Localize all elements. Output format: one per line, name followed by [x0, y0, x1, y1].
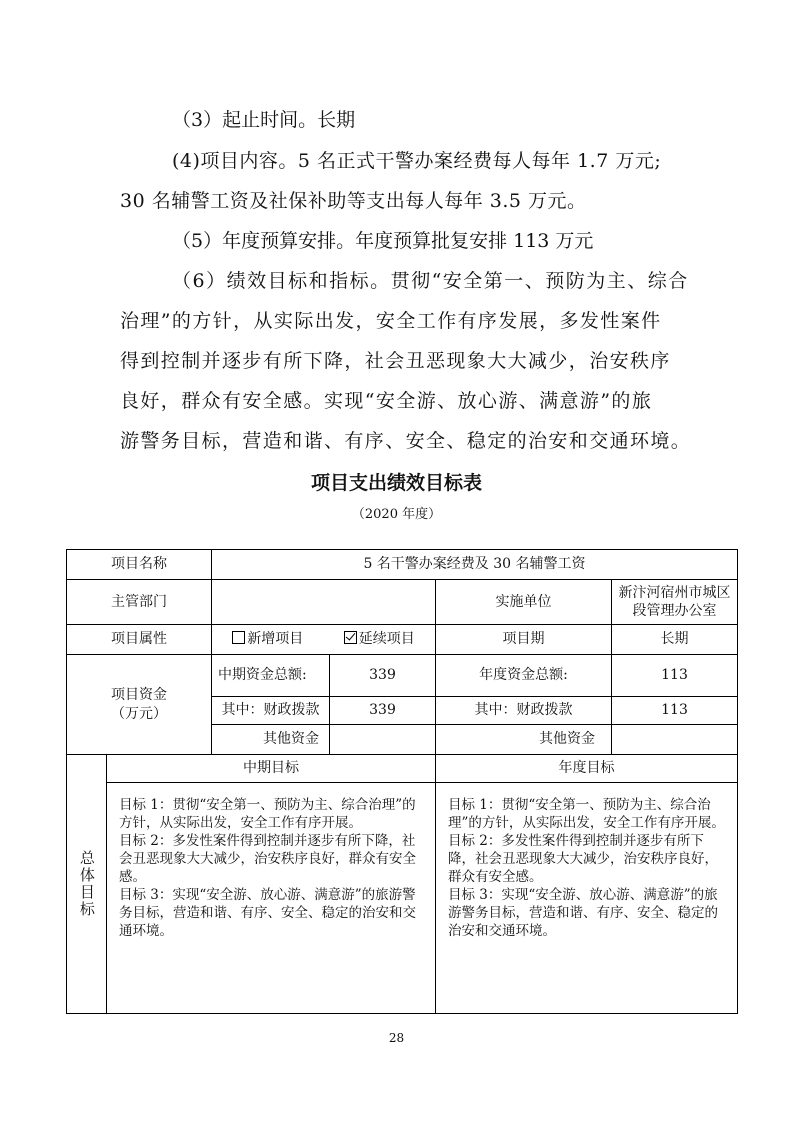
- other-year-label: 其他资金: [436, 725, 612, 755]
- paragraph-period: （3）起止时间。长期: [172, 109, 356, 131]
- attr-new-option[interactable]: 新增项目: [232, 630, 303, 648]
- mid-goal-header: 中期目标: [107, 755, 436, 783]
- other-year-value: [612, 725, 737, 755]
- fund-label: 项目资金: [111, 687, 167, 704]
- paragraph-goals-5: 游警务目标，营造和谐、有序、安全、稳定的治安和交通环境。: [120, 430, 692, 452]
- year-goal-text: 目标 1：贯彻“安全第一、预防为主、综合治理”的方针，从实际出发，安全工作有序开展。 目标 2：多发性案件得到控制并逐步有所下降，社会丑恶现象大大减少，治安秩序良好，群众有安全感。 目标 3：实现“安全游、放心游、满意游”的旅游警务目标，营造和谐、有序、安全、稳定的治安和交通环境。: [448, 797, 725, 939]
- paragraph-content-1: (4)项目内容。5 名正式干警办案经费每人每年 1.7 万元;: [172, 150, 662, 172]
- table-year: （2020 年度）: [351, 507, 442, 522]
- paragraph-content-2: 30 名辅警工资及社保补助等支出每人每年 3.5 万元。: [120, 190, 587, 212]
- fiscal-mid-value: 339: [330, 697, 436, 725]
- paragraph-goals-1: （6）绩效目标和指标。贯彻“安全第一、预防为主、综合: [172, 270, 689, 292]
- overall-goal-text: 总体目标: [77, 850, 96, 918]
- attr-cont-option[interactable]: 延续项目: [344, 630, 415, 648]
- mid-total-value: 339: [330, 655, 436, 697]
- dept-label: 主管部门: [67, 580, 212, 625]
- impl-label: 实施单位: [436, 580, 612, 625]
- dept-value: [212, 580, 436, 625]
- table-title: 项目支出绩效目标表: [310, 472, 482, 494]
- year-total-value: 113: [612, 655, 737, 697]
- attr-label: 项目属性: [67, 625, 212, 655]
- paragraph-goals-2: 治理”的方针，从实际出发，安全工作有序发展，多发性案件: [120, 310, 662, 332]
- mid-total-label: 中期资金总额:: [212, 655, 330, 697]
- fiscal-year-label: 其中：财政拨款: [436, 697, 612, 725]
- other-mid-value: [330, 725, 436, 755]
- period-label: 项目期: [436, 625, 612, 655]
- checkbox-continued[interactable]: [344, 631, 357, 644]
- overall-goal-label: [67, 755, 107, 1013]
- paragraph-goals-3: 得到控制并逐步有所下降，社会丑恶现象大大减少，治安秩序: [120, 350, 671, 372]
- other-mid-label: 其他资金: [212, 725, 330, 755]
- checkbox-new[interactable]: [232, 631, 245, 644]
- performance-target-table: [66, 549, 738, 1014]
- project-name-label: 项目名称: [67, 550, 212, 580]
- paragraph-budget: （5）年度预算安排。年度预算批复安排 113 万元: [172, 230, 594, 252]
- impl-value: 新汴河宿州市城区段管理办公室: [612, 580, 737, 625]
- year-goal-header: 年度目标: [436, 755, 737, 783]
- fund-unit: （万元）: [111, 705, 167, 722]
- project-name-value: 5 名干警办案经费及 30 名辅警工资: [212, 550, 737, 580]
- fiscal-mid-label: 其中：财政拨款: [212, 697, 330, 725]
- mid-goal-text: 目标 1：贯彻“安全第一、预防为主、综合治理”的方针，从实际出发，安全工作有序开展。 目标 2：多发性案件得到控制并逐步有所下降，社会丑恶现象大大减少，治安秩序良好，群众有安全感。 目标 3：实现“安全游、放心游、满意游”的旅游警务目标，营造和谐、有序、安全、稳定的治安和交通环境。: [107, 783, 436, 1013]
- year-total-label: 年度资金总额:: [436, 655, 612, 697]
- period-value: 长期: [612, 625, 737, 655]
- attr-options: [212, 625, 436, 655]
- fund-label-cell: [67, 655, 212, 755]
- fiscal-year-value: 113: [612, 697, 737, 725]
- paragraph-goals-4: 良好，群众有安全感。实现“安全游、放心游、满意游”的旅: [120, 390, 653, 412]
- page-number: 28: [388, 1031, 405, 1045]
